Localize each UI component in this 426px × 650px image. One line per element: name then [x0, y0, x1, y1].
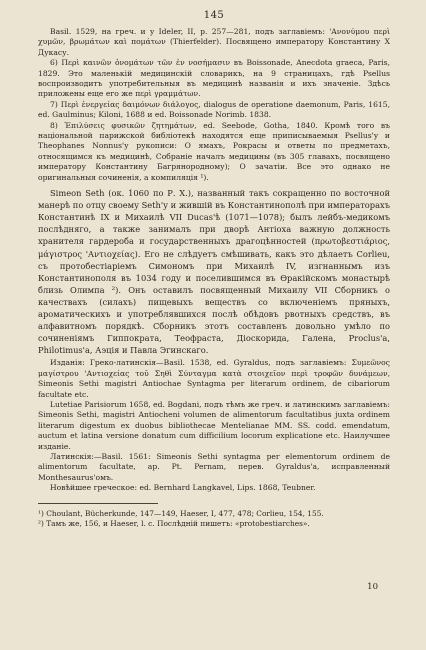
paragraph-item-6: 6) Περὶ καινῶν ὀνομάτων τῶν ἐν νοσήμασιν въ Boissonade, Anecdota graeca, Paris, 1829. Это маленькій медицинскій словарикъ, на 9 страницахъ, гдѣ Pselluѕ воспроизводитъ употребительныя въ медицинѣ названія и ихъ значеніе. Здѣсь приложены еще его же περὶ γραμμάτων.	[38, 58, 390, 99]
page-number: 145	[203, 10, 225, 21]
paragraph-basil: Basil. 1529, на греч. и у Ideler, II, р. 257—281, подъ заглавіемъ: 'Ανονύμου περὶ χυμῶν, βρωμάτων καὶ πομάτων (Thierfelder). Посвящено императору Константину X Дукасу.	[38, 27, 390, 57]
bibliography-continuation	[38, 27, 390, 183]
footnotes	[38, 509, 390, 529]
simeon-seth-paragraph: Simeon Seth (ок. 1060 по Р. Х.), названный такъ сокращенно по восточной манерѣ по отцу своему Seth'у и жившій въ Константинополѣ при императорахъ Константинѣ IX и Михаилѣ VII Ducas'ѣ (1071—1078); былъ лейбъ-медикомъ послѣдняго, а также занималъ при дворѣ Антіоха важную должность хранителя гардероба и государственныхъ драгоцѣнностей (πρωτοβεστιάριος, μάγιστρος 'Αντιοχείας). Его не слѣдуетъ смѣшивать, какъ это дѣлаетъ Corlieu, съ протобестіаріемъ Симономъ при Михаилѣ IV, изгнаннымъ изъ Константинополя въ 1034 году и поселившимся въ Ѳракійскомъ монастырѣ близь Олимпа ²). Онъ оставилъ посвященный Михаилу VII Сборникъ о качествахъ (силахъ) пищевыхъ веществъ со включеніемъ пряныхъ, ароматическихъ и употреблявшихся послѣ обѣдовъ рвотныхъ средствъ, въ алфавитномъ порядкѣ. Сборникъ этотъ составленъ довольно умѣло по сочиненіямъ Гиппократа, Теофраста, Діоскорида, Галена, Proclus'а, Philotimus'а, Аэція и Павла Эгинскаго.	[38, 188, 391, 356]
printer-signature: 10	[367, 582, 378, 592]
editions-lutetiae: Lutetiae Parisiorum 1658, ed. Bogdani, подъ тѣмъ же греч. и латинскимъ заглавіемъ: Simeonis Sethi, magistri Antiocheni volumen de alimentorum facultatibus juxta ordinem literarum digestum ex duobus bibliothecae Mentelianae MM. SS. codd. emendatum, auctum et latina versione donatum cum difficilium locorum explicatione etc. Наилучшее изданіе.	[38, 400, 390, 451]
footnote-1: ¹) Choulant, Bücherkunde, 147—149, Haeser, I, 477, 478; Corlieu, 154, 155.	[38, 508, 324, 518]
footnote-divider	[38, 503, 158, 504]
simeon-seth-section	[38, 187, 390, 356]
footnote-2: ²) Тамъ же, 156, и Haeser, l. с. Послѣдній пишетъ: «protobestiarches».	[38, 518, 310, 528]
editions-greek-latin: Изданія: Греко-латинскія—Basil. 1538, ed. Gyraldus, подъ заглавіемъ: Συμεῶνος μαγίστρου 'Αντιοχείας τοῦ Σηθὶ Σύνταγμα κατὰ στοιχεῖον περὶ τροφῶν δυνάμεων, Simeonis Sethi magistri Antiochae Syntagma per literarum ordinem, de cibariorum facultate etc.	[38, 358, 390, 399]
editions-section	[38, 358, 390, 493]
editions-modern-greek: Новѣйшее греческое: ed. Bernhard Langkavel, Lips. 1868, Teubner.	[50, 483, 316, 493]
editions-latin: Латинскія:—Basil. 1561: Simeonis Sethi syntagma per elementorum ordinem de alimentorum facultate, ар. Pt. Pernam, перев. Gyraldus'а, исправленный Monthesaurus'омъ.	[38, 452, 390, 482]
paragraph-item-7: 7) Περὶ ἐνεργείας δαιμόνων διάλογος, dialogus de operatione daemonum, Paris, 1615, ed. Gaulminus; Kiloni, 1688 и ed. Boissonade Norimb. 1838.	[38, 99, 390, 120]
paragraph-item-8: 8) Ἐπιλύσεις φυσικῶν ζητημάτων, ed. Seebode, Gotha, 1840. Кромѣ того въ національной парижской библіотекѣ находятся еще приписываемыя Psellus'у и Theophanes Nonnus'у рукописи: О ямахъ, Рокрасы и ответы по предметахъ, относящимся къ медицинѣ, Собраніе началъ медицины (въ 305 главахъ, посвящено императору Константину Багрянородному); О зачатіи. Все это однако не оригинальныя сочиненія, а компиляція ¹).	[38, 120, 390, 182]
